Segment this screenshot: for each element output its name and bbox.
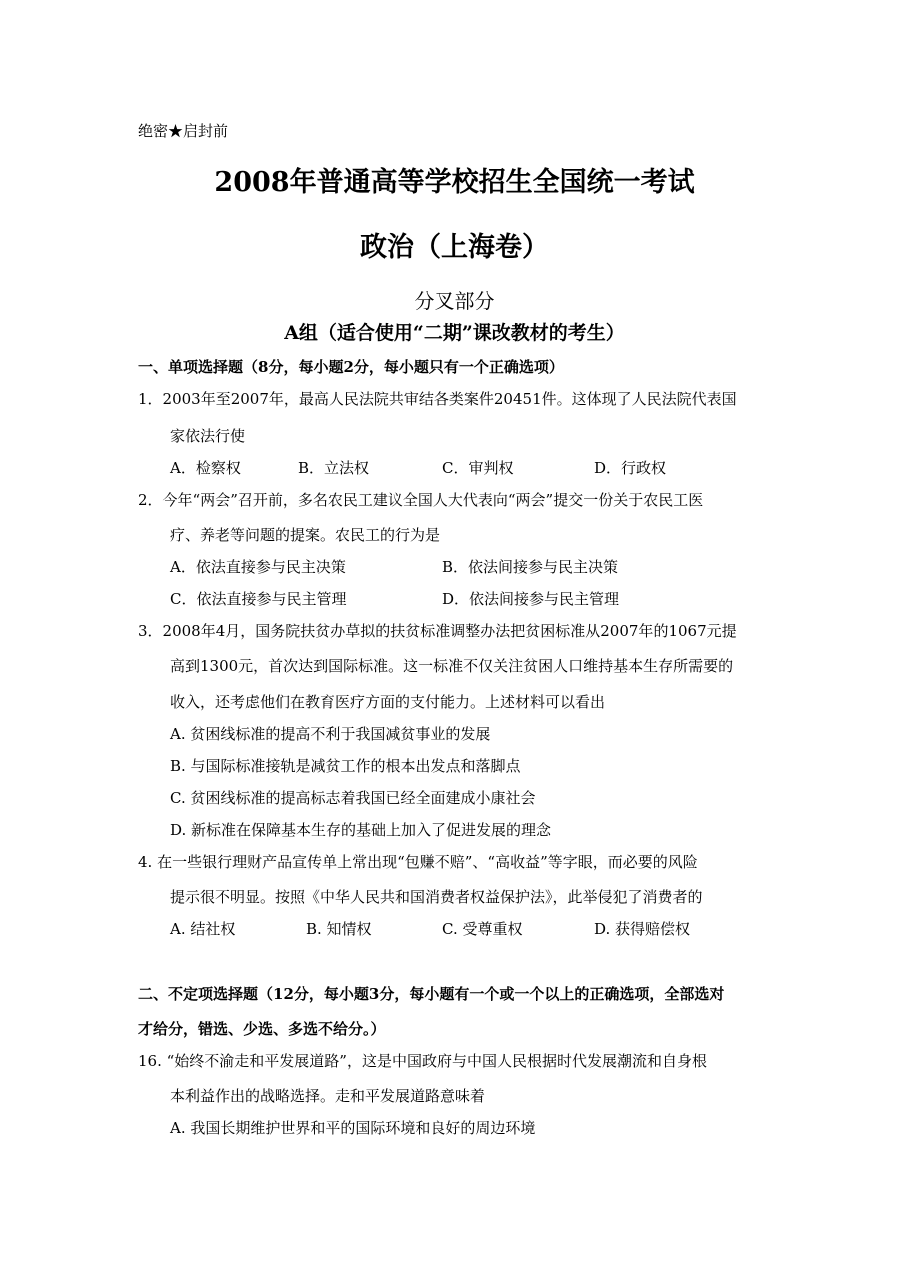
q2-line1: 2．今年“两会”召开前，多名农民工建议全国人大代表向“两会”提交一份关于农民工医 xyxy=(138,491,704,509)
section1-heading: 一、单项选择题（8分，每小题2分，每小题只有一个正确选项） xyxy=(138,358,564,376)
q3-option-a: A. 贫困线标准的提高不利于我国减贫事业的发展 xyxy=(170,725,491,743)
q2-option-c: C．依法直接参与民主管理 xyxy=(170,590,347,608)
q2-option-d: D．依法间接参与民主管理 xyxy=(442,590,620,608)
q1-option-a: A．检察权 xyxy=(170,459,241,477)
q16-line2: 本利益作出的战略选择。走和平发展道路意味着 xyxy=(170,1087,486,1105)
q3-option-b: B. 与国际标准接轨是减贫工作的根本出发点和落脚点 xyxy=(170,757,521,775)
part-title: 分叉部分 xyxy=(414,289,495,313)
q3-option-c: C. 贫困线标准的提高标志着我国已经全面建成小康社会 xyxy=(170,789,536,807)
q1-option-d: D．行政权 xyxy=(594,459,667,477)
secret-mark: 绝密★启封前 xyxy=(138,122,229,140)
section2-heading-line1: 二、不定项选择题（12分，每小题3分，每小题有一个或一个以上的正确选项，全部选对 xyxy=(138,985,725,1003)
q1-line1: 1．2003年至2007年，最高人民法院共审结各类案件20451件。这体现了人民法院代表国 xyxy=(138,390,737,408)
q1-option-b: B．立法权 xyxy=(298,459,370,477)
q1-option-c: C．审判权 xyxy=(442,459,514,477)
q3-option-d: D. 新标准在保障基本生存的基础上加入了促进发展的理念 xyxy=(170,821,552,839)
section2-heading-line2: 才给分，错选、少选、多选不给分。） xyxy=(138,1020,386,1038)
q3-line2: 高到1300元，首次达到国际标准。这一标准不仅关注贫困人口维持基本生存所需要的 xyxy=(170,657,734,675)
q2-line2: 疗、养老等问题的提案。农民工的行为是 xyxy=(170,526,441,544)
q16-option-a: A. 我国长期维护世界和平的国际环境和良好的周边环境 xyxy=(170,1119,536,1137)
q4-option-d: D. 获得赔偿权 xyxy=(594,920,691,938)
group-title: A组（适合使用“二期”课改教材的考生） xyxy=(284,322,625,344)
q4-line1: 4. 在一些银行理财产品宣传单上常出现“包赚不赔”、“高收益”等字眼，而必要的风险 xyxy=(138,853,698,871)
q4-option-c: C. 受尊重权 xyxy=(442,920,523,938)
q2-option-a: A．依法直接参与民主决策 xyxy=(170,558,346,576)
q4-option-b: B. 知情权 xyxy=(306,920,372,938)
q3-line3: 收入，还考虑他们在教育医疗方面的支付能力。上述材料可以看出 xyxy=(170,693,606,711)
q16-line1: 16. “始终不渝走和平发展道路”，这是中国政府与中国人民根据时代发展潮流和自身根 xyxy=(138,1052,707,1070)
q3-line1: 3．2008年4月，国务院扶贫办草拟的扶贫标准调整办法把贫困标准从2007年的1067元提 xyxy=(138,622,737,640)
exam-title: 2008年普通高等学校招生全国统一考试 xyxy=(214,167,695,198)
q1-line2: 家依法行使 xyxy=(170,427,246,445)
subject-title: 政治（上海卷） xyxy=(360,232,549,263)
q4-line2: 提示很不明显。按照《中华人民共和国消费者权益保护法》，此举侵犯了消费者的 xyxy=(170,888,703,906)
q2-option-b: B．依法间接参与民主决策 xyxy=(442,558,619,576)
q4-option-a: A. 结社权 xyxy=(170,920,236,938)
